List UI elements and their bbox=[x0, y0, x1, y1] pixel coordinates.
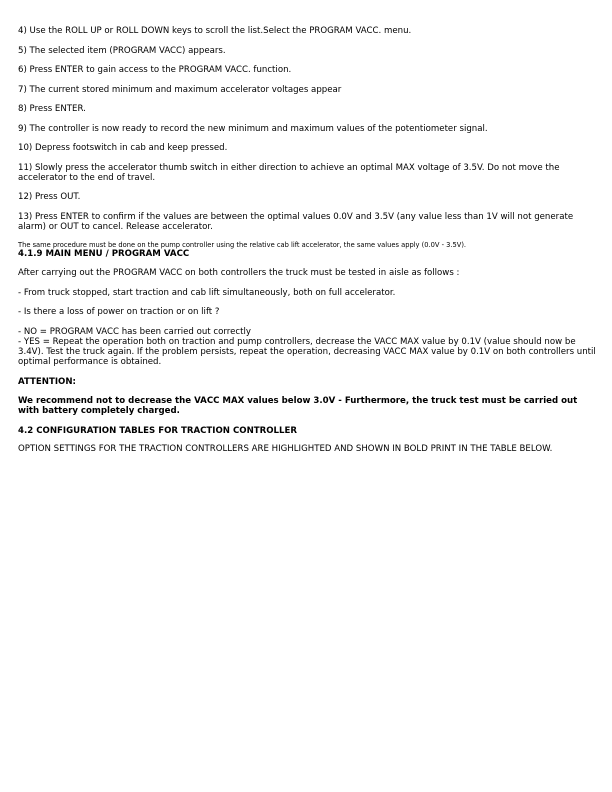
document-page bbox=[18, 26, 598, 464]
step-8: 8) Press ENTER. bbox=[18, 104, 86, 114]
section-4-1-9-heading: 4.1.9 MAIN MENU / PROGRAM VACC bbox=[18, 249, 190, 260]
attention-text: We recommend not to decrease the VACC MAX values below 3.0V - Furthermore, the truck test must be carried out with battery completely charged. bbox=[18, 396, 578, 417]
section-4-2-heading: 4.2 CONFIGURATION TABLES FOR TRACTION CONTROLLER bbox=[18, 425, 297, 436]
step-10: 10) Depress footswitch in cab and keep pressed. bbox=[18, 143, 228, 153]
section-4-1-9-intro: After carrying out the PROGRAM VACC on both controllers the truck must be tested in aisle as follows : bbox=[18, 268, 460, 278]
step-5: 5) The selected item (PROGRAM VACC) appears. bbox=[18, 45, 226, 56]
step-4: 4) Use the ROLL UP or ROLL DOWN keys to scroll the list.Select the PROGRAM VACC. menu. bbox=[18, 26, 412, 36]
step-12: 12) Press OUT. bbox=[18, 192, 81, 203]
step-7: 7) The current stored minimum and maximum accelerator voltages appear bbox=[18, 84, 342, 95]
pump-controller-note: The same procedure must be done on the pump controller using the relative cab lift accelerator, the same values apply (0.0V - 3.5V). bbox=[18, 241, 467, 250]
attention-label: ATTENTION: bbox=[18, 376, 76, 387]
test-step-1: - From truck stopped, start traction and cab lift simultaneously, both on full accelerator. bbox=[18, 287, 396, 298]
step-9: 9) The controller is now ready to record the new minimum and maximum values of the potentiometer signal. bbox=[18, 123, 488, 134]
answer-no: - NO = PROGRAM VACC has been carried out correctly bbox=[18, 326, 251, 337]
step-11: 11) Slowly press the accelerator thumb switch in either direction to achieve an optimal MAX voltage of 3.5V. Do not move the accelerator to the end of travel. bbox=[18, 162, 560, 183]
section-4-2-text: OPTION SETTINGS FOR THE TRACTION CONTROLLERS ARE HIGHLIGHTED AND SHOWN IN BOLD PRINT IN THE TABLE BELOW. bbox=[18, 444, 553, 455]
step-13: 13) Press ENTER to confirm if the values are between the optimal values 0.0V and 3.5V (any value less than 1V will not generate alarm) or OUT to cancel. Release accelerator. bbox=[18, 211, 574, 232]
test-question: - Is there a loss of power on traction or on lift ? bbox=[18, 307, 220, 317]
answer-yes: - YES = Repeat the operation both on traction and pump controllers, decrease the VACC MAX value by 0.1V (value should now be 3.4V). Test the truck again. If the problem persists, repeat the operation, decreasing VACC MAX value by 0.1V on both controllers until optimal performance is obtained. bbox=[18, 336, 596, 368]
step-6: 6) Press ENTER to gain access to the PROGRAM VACC. function. bbox=[18, 65, 292, 75]
